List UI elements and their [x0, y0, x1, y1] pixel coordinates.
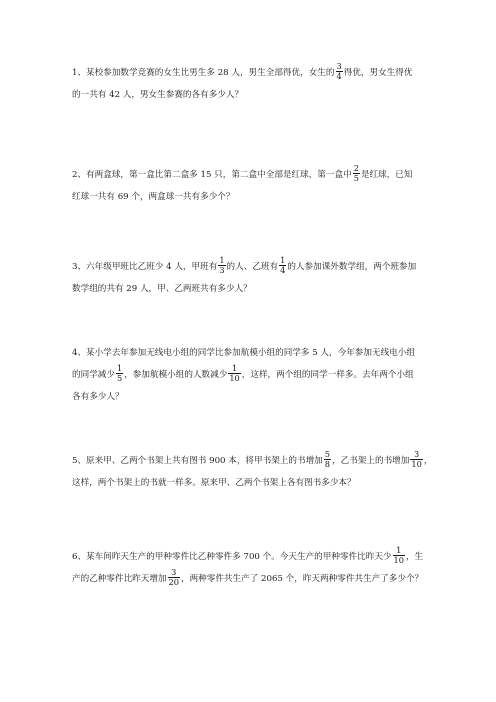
text: 这样，两个书架上的书就一样多。原来甲、乙两个书架上各有图书多少本？: [72, 478, 356, 488]
text: 4、某小学去年参加无线电小组的同学比参加航模小组的同学多 5 人，今年参加无线电小组: [72, 348, 415, 358]
numerator: 3: [410, 450, 422, 460]
text: 的人参加课外数学组，两个班参加: [287, 262, 417, 272]
fraction: [279, 256, 286, 275]
text: 是红球，已知: [360, 170, 413, 180]
problem-line: [72, 546, 432, 568]
problem-line: [72, 450, 432, 472]
denominator: 10: [229, 373, 240, 383]
text: ，生: [405, 552, 424, 562]
problem-1: [72, 62, 432, 106]
problem-line: [72, 364, 432, 386]
text: 得优，男女生得优: [343, 68, 413, 78]
problem-4: [72, 342, 432, 408]
problem-line: [72, 256, 432, 278]
text: ，参加航模小组的人数减少: [124, 370, 228, 380]
fraction: [393, 546, 405, 565]
text: ，两种零件共生产了 2065 个，昨天两种零件共生产了多少个？: [180, 574, 424, 584]
numerator: 1: [116, 363, 123, 373]
numerator: 1: [228, 364, 240, 374]
numerator: 3: [168, 568, 180, 578]
text: 5、原来甲、乙两个书架上共有图书 900 本，将甲书架上的书增加: [72, 456, 323, 466]
problem-line: [72, 386, 432, 408]
problem-3: [72, 256, 432, 300]
problem-line: [72, 568, 432, 590]
denominator: 10: [411, 459, 422, 469]
numerator: 1: [219, 255, 225, 265]
fraction: [353, 164, 360, 183]
text: 的人、乙班有: [226, 262, 279, 272]
numerator: 2: [353, 163, 359, 173]
problem-line: [72, 62, 432, 84]
denominator: 4: [280, 265, 286, 275]
fraction: [324, 450, 331, 469]
text: 的一共有 42 人，男女生参赛的各有多少人？: [72, 90, 244, 100]
problem-line: [72, 164, 432, 186]
denominator: 8: [324, 459, 330, 469]
denominator: 10: [393, 555, 404, 565]
fraction: [168, 568, 180, 587]
text: ，这样，两个组的同学一样多。去年两个小组: [241, 370, 414, 380]
numerator: 1: [280, 255, 286, 265]
numerator: 5: [324, 449, 330, 459]
fraction: [218, 256, 225, 275]
problem-2: [72, 164, 432, 208]
text: 红球一共有 69 个，两盒球一共有多少个？: [72, 192, 235, 202]
text: ，: [423, 456, 433, 466]
denominator: 3: [219, 265, 225, 275]
problem-line: [72, 278, 432, 300]
text: 2、有两盒球，第一盒比第二盒多 15 只，第二盒中全部是红球，第一盒中: [72, 170, 352, 180]
denominator: 5: [353, 173, 359, 183]
fraction: [116, 364, 123, 383]
numerator: 3: [336, 61, 342, 71]
text: 1、某校参加数学竞赛的女生比男生多 28 人，男生全部得优，女生的: [72, 68, 335, 78]
problem-line: [72, 472, 432, 494]
numerator: 1: [393, 546, 405, 556]
text: 各有多少人？: [72, 392, 124, 402]
problem-5: [72, 450, 432, 494]
problem-6: [72, 546, 432, 590]
denominator: 20: [168, 577, 179, 587]
text: ，乙书架上的书增加: [332, 456, 410, 466]
text: 产的乙种零件比昨天增加: [72, 574, 167, 584]
text: 数学组的共有 29 人，甲、乙两班共有多少人？: [72, 284, 252, 294]
denominator: 4: [336, 71, 342, 81]
fraction: [410, 450, 422, 469]
denominator: 5: [116, 373, 123, 383]
problem-line: [72, 186, 432, 208]
text: 的同学减少: [72, 370, 115, 380]
fraction: [228, 364, 240, 383]
text: 3、六年级甲班比乙班少 4 人，甲班有: [72, 262, 218, 272]
problem-line: [72, 84, 432, 106]
fraction: [336, 62, 343, 81]
text: 6、某车间昨天生产的甲种零件比乙种零件多 700 个。今天生产的甲种零件比昨天少: [72, 552, 392, 562]
problem-line: [72, 342, 432, 364]
